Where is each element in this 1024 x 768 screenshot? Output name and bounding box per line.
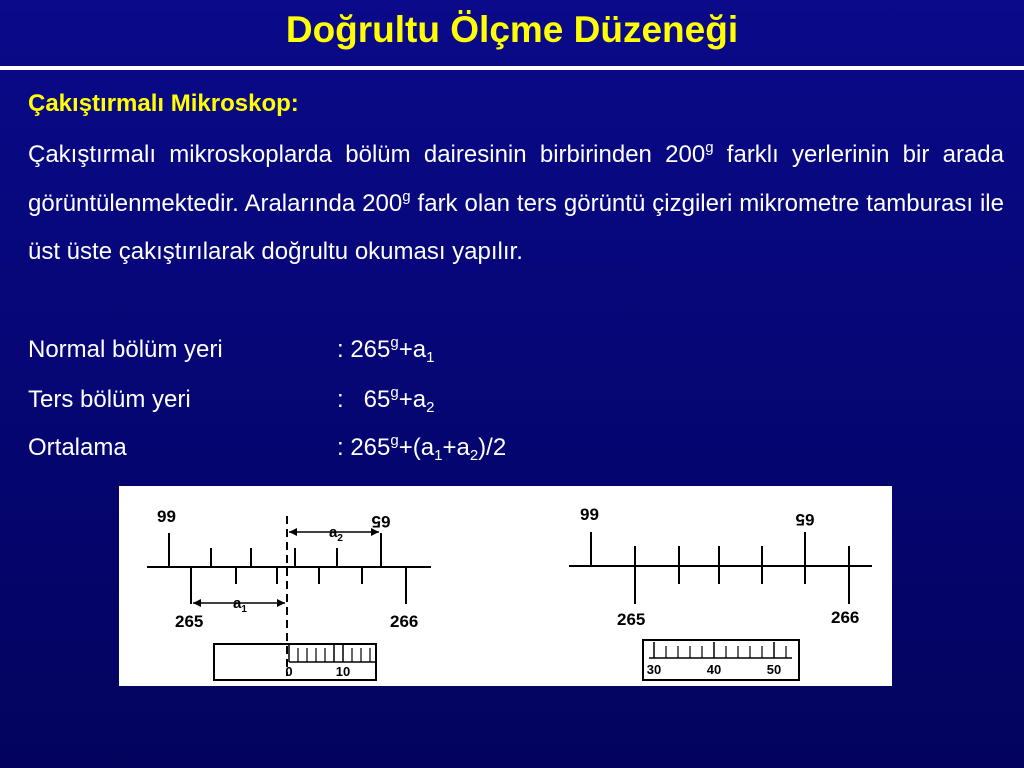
left-scale-label-0: 0 [285, 664, 293, 679]
formula-value: +a [398, 386, 427, 413]
left-scale-label-10: 10 [335, 664, 351, 679]
left-reading-panel [147, 516, 431, 680]
formula-value: +(a [398, 434, 435, 461]
right-upper-label-65: 65 [795, 510, 815, 529]
paragraph-text-1: Çakıştırmalı mikroskoplarda bölüm dairesinin birbirinden 200 [28, 141, 706, 168]
formula-row-reverse [28, 380, 434, 420]
grad-superscript: g [390, 334, 399, 351]
formula-value: : 265 [337, 336, 391, 363]
formula-value: : 65 [337, 386, 391, 413]
paragraph-text-2: farklı yerlerinin bir arada görüntülenmektedir. Aralarında 200 [28, 141, 1004, 217]
microscope-diagram [119, 486, 892, 686]
formula-subscript: 2 [426, 399, 435, 416]
right-upper-label-99: 99 [580, 505, 599, 524]
paragraph-text-3: fark olan ters görüntü çizgileri mikrometre tamburası ile üst üste çakıştırılarak doğrultu okuması yapılır. [28, 189, 1004, 265]
a2-letter: a [329, 524, 338, 541]
right-lower-label-265: 265 [617, 610, 646, 629]
formula-subscript: 2 [469, 447, 479, 464]
a1-label [233, 595, 247, 615]
formula-row-average [28, 428, 506, 468]
formula-label: Normal bölüm yeri [28, 336, 223, 363]
right-scale-label-30: 30 [646, 662, 662, 677]
a2-label [329, 524, 343, 544]
a2-subscript: 2 [337, 533, 343, 544]
grad-superscript: g [390, 432, 399, 449]
a1-letter: a [233, 595, 242, 612]
title-divider [0, 66, 1024, 70]
formula-value: +a [398, 336, 427, 363]
a1-subscript: 1 [241, 604, 247, 615]
formula-value: +a [442, 434, 470, 461]
right-scale-label-40: 40 [706, 662, 722, 677]
formula-label: Ters bölüm yeri [28, 386, 191, 413]
right-scale-label-50: 50 [766, 662, 782, 677]
right-reading-panel [569, 532, 872, 680]
formula-label: Ortalama [28, 434, 127, 461]
formula-value: )/2 [478, 434, 507, 461]
formula-subscript: 1 [426, 349, 435, 366]
left-lower-label-265: 265 [175, 612, 204, 631]
right-lower-label-266: 266 [831, 608, 860, 627]
formula-value: : 265 [337, 434, 391, 461]
grad-superscript: g [705, 139, 714, 156]
left-lower-label-266: 266 [390, 612, 419, 631]
slide-title: Doğrultu Ölçme Düzeneği [285, 9, 739, 50]
formula-subscript: 1 [434, 447, 443, 464]
section-heading: Çakıştırmalı Mikroskop: [28, 90, 299, 117]
left-upper-label-99: 99 [157, 507, 176, 526]
formula-row-normal [28, 330, 434, 370]
description-paragraph [28, 131, 1004, 277]
grad-superscript: g [402, 187, 411, 205]
left-upper-label-65: 65 [371, 512, 391, 531]
grad-superscript: g [390, 384, 399, 401]
microscope-reading-figure [119, 486, 892, 686]
